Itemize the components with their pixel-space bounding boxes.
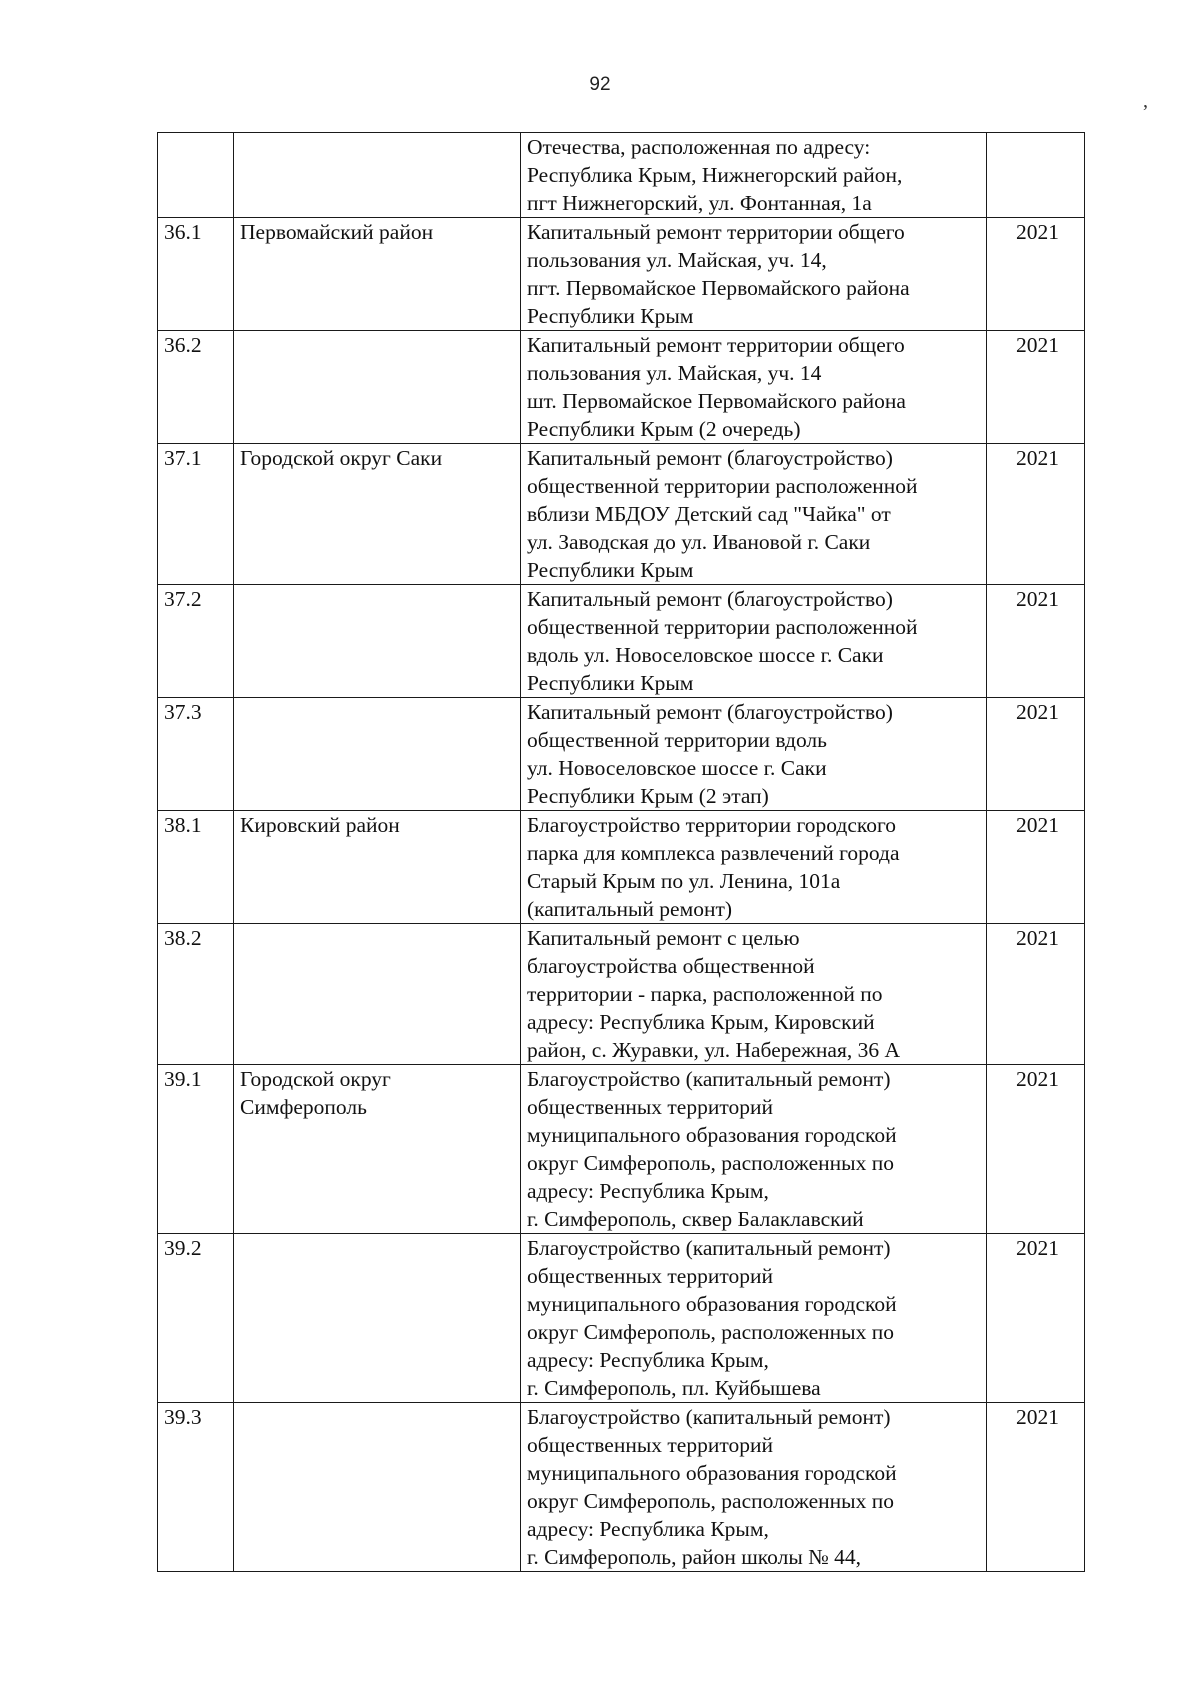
object-description-line: Республики Крым — [527, 671, 694, 695]
object-description-line: г. Симферополь, район школы № 44, — [527, 1545, 861, 1569]
object-description-line: Республика Крым, Нижнегорский район, — [527, 163, 903, 187]
object-description-line: Капитальный ремонт с целью — [527, 926, 800, 950]
year-cell: 2021 — [987, 444, 1085, 585]
object-description-line: Республики Крым — [527, 304, 694, 328]
object-description-line: адресу: Республика Крым, — [527, 1179, 769, 1203]
object-description-line: пользования ул. Майская, уч. 14 — [527, 361, 822, 385]
object-description-line: округ Симферополь, расположенных по — [527, 1489, 894, 1513]
object-description-line: ул. Новоселовское шоссе г. Саки — [527, 756, 827, 780]
object-description-cell — [521, 331, 987, 444]
object-description-line: Капитальный ремонт (благоустройство) — [527, 446, 893, 470]
municipality-cell — [234, 444, 521, 585]
row-number: 38.2 — [158, 924, 234, 1065]
municipality-cell — [234, 331, 521, 444]
row-number: 38.1 — [158, 811, 234, 924]
object-description-line: адресу: Республика Крым, — [527, 1348, 769, 1372]
object-description-line: Благоустройство (капитальный ремонт) — [527, 1067, 891, 1091]
table-row — [158, 133, 1085, 218]
object-description-line: вдоль ул. Новоселовское шоссе г. Саки — [527, 643, 884, 667]
object-description-cell — [521, 811, 987, 924]
object-description-line: г. Симферополь, сквер Балаклавский — [527, 1207, 864, 1231]
object-description-cell — [521, 698, 987, 811]
page-number: 92 — [589, 74, 611, 95]
object-description-line: Отечества, расположенная по адресу: — [527, 135, 871, 159]
object-description-line: общественной территории расположенной — [527, 615, 918, 639]
municipality-cell — [234, 133, 521, 218]
year-cell: 2021 — [987, 585, 1085, 698]
row-number: 39.2 — [158, 1234, 234, 1403]
municipality-line: Городской округ — [240, 1067, 391, 1091]
table-row — [158, 698, 1085, 811]
year-cell: 2021 — [987, 698, 1085, 811]
object-description-line: адресу: Республика Крым, Кировский — [527, 1010, 875, 1034]
object-description-line: округ Симферополь, расположенных по — [527, 1151, 894, 1175]
object-description-cell — [521, 585, 987, 698]
year-cell: 2021 — [987, 924, 1085, 1065]
table-row — [158, 1065, 1085, 1234]
row-number: 39.1 — [158, 1065, 234, 1234]
object-description-line: общественных территорий — [527, 1433, 773, 1457]
year-cell — [987, 133, 1085, 218]
object-description-line: Капитальный ремонт (благоустройство) — [527, 700, 893, 724]
object-description-line: муниципального образования городской — [527, 1123, 897, 1147]
object-description-line: общественных территорий — [527, 1095, 773, 1119]
row-number — [158, 133, 234, 218]
year-cell: 2021 — [987, 331, 1085, 444]
object-description-line: благоустройства общественной — [527, 954, 815, 978]
table-row — [158, 331, 1085, 444]
year-cell: 2021 — [987, 811, 1085, 924]
year-cell: 2021 — [987, 1065, 1085, 1234]
object-description-cell — [521, 444, 987, 585]
object-description-line: пользования ул. Майская, уч. 14, — [527, 248, 827, 272]
table-body — [158, 133, 1085, 1572]
object-description-line: территории - парка, расположенной по — [527, 982, 883, 1006]
row-number: 37.1 — [158, 444, 234, 585]
stray-mark: , — [1143, 90, 1148, 112]
municipality-cell — [234, 1234, 521, 1403]
object-description-line: общественной территории расположенной — [527, 474, 918, 498]
object-description-line: пгт Нижнегорский, ул. Фонтанная, 1а — [527, 191, 872, 215]
municipality-cell — [234, 1065, 521, 1234]
row-number: 36.1 — [158, 218, 234, 331]
object-description-cell — [521, 218, 987, 331]
object-description-line: Республики Крым (2 этап) — [527, 784, 769, 808]
object-description-line: г. Симферополь, пл. Куйбышева — [527, 1376, 821, 1400]
object-description-line: Республики Крым — [527, 558, 694, 582]
object-description-line: муниципального образования городской — [527, 1292, 897, 1316]
object-description-line: Капитальный ремонт территории общего — [527, 333, 905, 357]
object-description-cell — [521, 924, 987, 1065]
object-description-line: район, с. Журавки, ул. Набережная, 36 А — [527, 1038, 900, 1062]
object-description-line: Старый Крым по ул. Ленина, 101а — [527, 869, 841, 893]
projects-table — [157, 132, 1085, 1572]
row-number: 39.3 — [158, 1403, 234, 1572]
municipality-cell — [234, 811, 521, 924]
municipality-cell — [234, 585, 521, 698]
object-description-line: (капитальный ремонт) — [527, 897, 733, 921]
object-description-line: Капитальный ремонт территории общего — [527, 220, 905, 244]
object-description-cell — [521, 1234, 987, 1403]
table-row — [158, 811, 1085, 924]
municipality-line: Городской округ Саки — [240, 446, 443, 470]
row-number: 37.3 — [158, 698, 234, 811]
table-row — [158, 444, 1085, 585]
municipality-line: Первомайский район — [240, 220, 434, 244]
object-description-line: округ Симферополь, расположенных по — [527, 1320, 894, 1344]
object-description-line: ул. Заводская до ул. Ивановой г. Саки — [527, 530, 871, 554]
object-description-line: пгт. Первомайское Первомайского района — [527, 276, 910, 300]
year-cell: 2021 — [987, 1403, 1085, 1572]
municipality-cell — [234, 698, 521, 811]
object-description-cell — [521, 133, 987, 218]
object-description-line: Благоустройство (капитальный ремонт) — [527, 1236, 891, 1260]
object-description-line: общественных территорий — [527, 1264, 773, 1288]
object-description-line: шт. Первомайское Первомайского района — [527, 389, 906, 413]
table-row — [158, 1234, 1085, 1403]
year-cell: 2021 — [987, 1234, 1085, 1403]
municipality-cell — [234, 924, 521, 1065]
municipality-cell — [234, 1403, 521, 1572]
year-cell: 2021 — [987, 218, 1085, 331]
municipality-line: Кировский район — [240, 813, 400, 837]
object-description-line: муниципального образования городской — [527, 1461, 897, 1485]
object-description-line: парка для комплекса развлечений города — [527, 841, 900, 865]
row-number: 37.2 — [158, 585, 234, 698]
municipality-cell — [234, 218, 521, 331]
table-row — [158, 1403, 1085, 1572]
object-description-line: Благоустройство территории городского — [527, 813, 897, 837]
object-description-line: Благоустройство (капитальный ремонт) — [527, 1405, 891, 1429]
object-description-line: Капитальный ремонт (благоустройство) — [527, 587, 893, 611]
object-description-cell — [521, 1403, 987, 1572]
row-number: 36.2 — [158, 331, 234, 444]
object-description-line: общественной территории вдоль — [527, 728, 827, 752]
municipality-line: Симферополь — [240, 1095, 367, 1119]
object-description-cell — [521, 1065, 987, 1234]
table-row — [158, 585, 1085, 698]
table-row — [158, 924, 1085, 1065]
table-row — [158, 218, 1085, 331]
object-description-line: адресу: Республика Крым, — [527, 1517, 769, 1541]
object-description-line: Республики Крым (2 очередь) — [527, 417, 801, 441]
object-description-line: вблизи МБДОУ Детский сад "Чайка" от — [527, 502, 891, 526]
